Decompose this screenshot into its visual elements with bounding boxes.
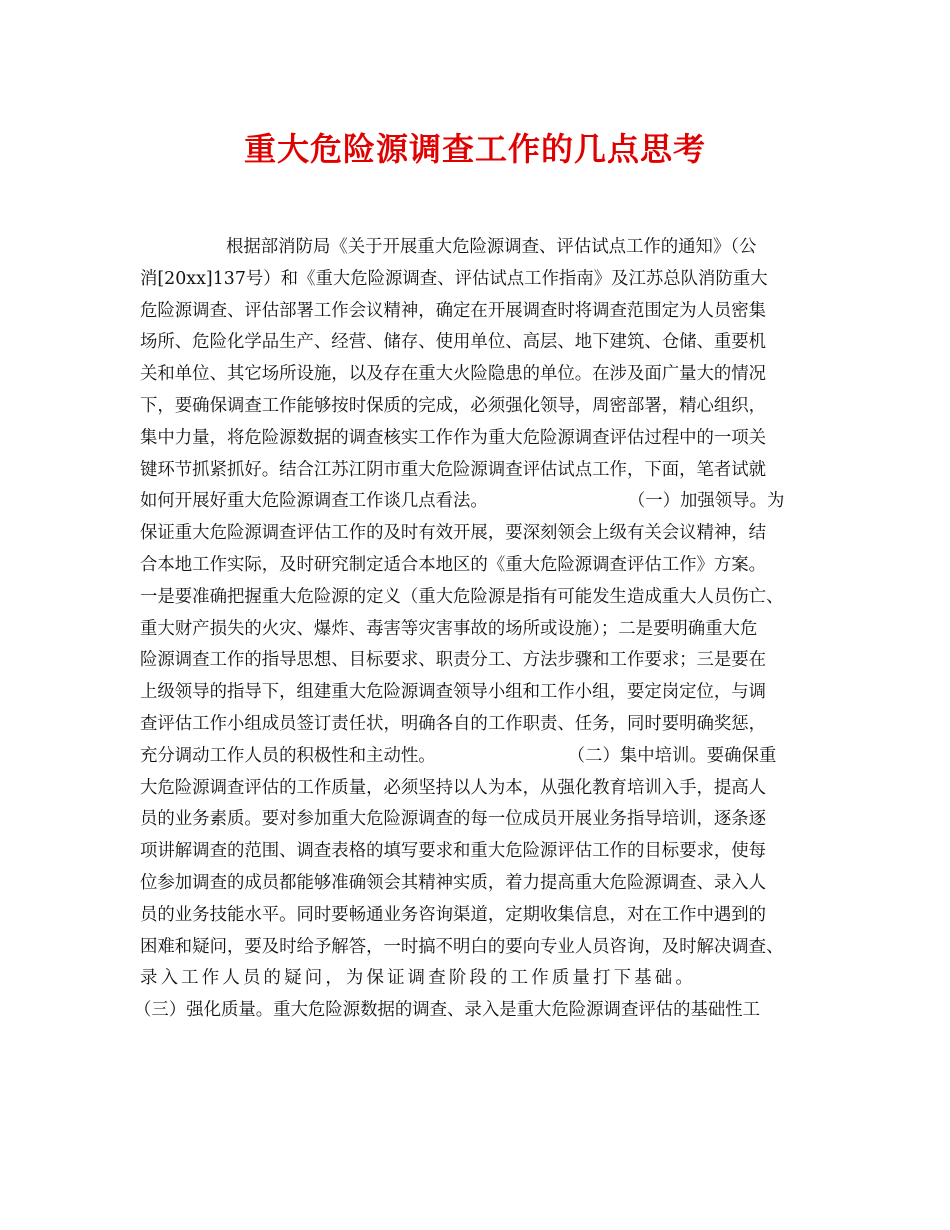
text-line: 关和单位、其它场所设施，以及存在重大火险隐患的单位。在涉及面广量大的情况	[140, 364, 767, 385]
text-line-with-heading	[140, 741, 830, 773]
text-line: 员的业务素质。要对参加重大危险源调查的每一位成员开展业务指导培训，逐条逐	[140, 809, 767, 830]
text-segment: 如何开展好重大危险源调查工作谈几点看法。	[140, 491, 488, 512]
text-line: 录入工作人员的疑问，为保证调查阶段的工作质量打下基础。	[140, 968, 696, 989]
text-line: 消[20xx]137号）和《重大危险源调查、评估试点工作指南》及江苏总队消防重大	[140, 268, 768, 289]
text-line: 位参加调查的成员都能够准确领会其精神实质，着力提高重大危险源调查、录入人	[140, 872, 767, 893]
text-line: 困难和疑问，要及时给予解答，一时搞不明白的要向专业人员咨询，及时解决调查、	[140, 936, 784, 957]
section-heading-3-line: （三）强化质量。重大危险源数据的调查、录入是重大危险源调查评估的基础性工	[134, 1000, 761, 1021]
text-segment: 充分调动工作人员的积极性和主动性。	[140, 745, 436, 766]
text-line: 根据部消防局《关于开展重大危险源调查、评估试点工作的通知》（公	[226, 237, 757, 257]
text-line-with-heading	[140, 486, 830, 518]
text-line: 合本地工作实际，及时研究制定适合本地区的《重大危险源调查评估工作》方案。	[140, 554, 767, 575]
text-line: 大危险源调查评估的工作质量，必须坚持以人为本，从强化教育培训入手，提高人	[140, 777, 767, 798]
section-heading-1: （一）加强领导。为	[627, 491, 785, 512]
text-line: 重大财产损失的火灾、爆炸、毒害等灾害事故的场所或设施）；二是要明确重大危	[140, 618, 758, 639]
text-line: 险源调查工作的指导思想、目标要求、职责分工、方法步骤和工作要求；三是要在	[140, 650, 767, 671]
text-line: 场所、危险化学品生产、经营、储存、使用单位、高层、地下建筑、仓储、重要机	[140, 332, 767, 353]
text-line: 危险源调查、评估部署工作会议精神，确定在开展调查时将调查范围定为人员密集	[140, 300, 767, 321]
text-line: 一是要准确把握重大危险源的定义（重大危险源是指有可能发生造成重大人员伤亡、	[140, 586, 784, 607]
text-line: 查评估工作小组成员签订责任状，明确各自的工作职责、任务，同时要明确奖惩，	[140, 713, 767, 734]
document-body	[134, 232, 830, 1027]
section-heading-2: （二）集中培训。要确保重	[567, 745, 777, 766]
text-line: 项讲解调查的范围、调查表格的填写要求和重大危险源评估工作的目标要求，使每	[140, 841, 767, 862]
text-line: 保证重大危险源调查评估工作的及时有效开展，要深刻领会上级有关会议精神，结	[140, 523, 767, 544]
text-line: 下，要确保调查工作能够按时保质的完成，必须强化领导，周密部署，精心组织，	[140, 395, 767, 416]
text-line: 上级领导的指导下，组建重大危险源调查领导小组和工作小组，要定岗定位，与调	[140, 682, 767, 703]
document-title: 重大危险源调查工作的几点思考	[243, 130, 706, 168]
text-line: 员的业务技能水平。同时要畅通业务咨询渠道，定期收集信息，对在工作中遇到的	[140, 904, 767, 925]
text-line: 键环节抓紧抓好。结合江苏江阴市重大危险源调查评估试点工作，下面，笔者试就	[140, 459, 767, 480]
text-line: 集中力量，将危险源数据的调查核实工作作为重大危险源调查评估过程中的一项关	[140, 427, 767, 448]
